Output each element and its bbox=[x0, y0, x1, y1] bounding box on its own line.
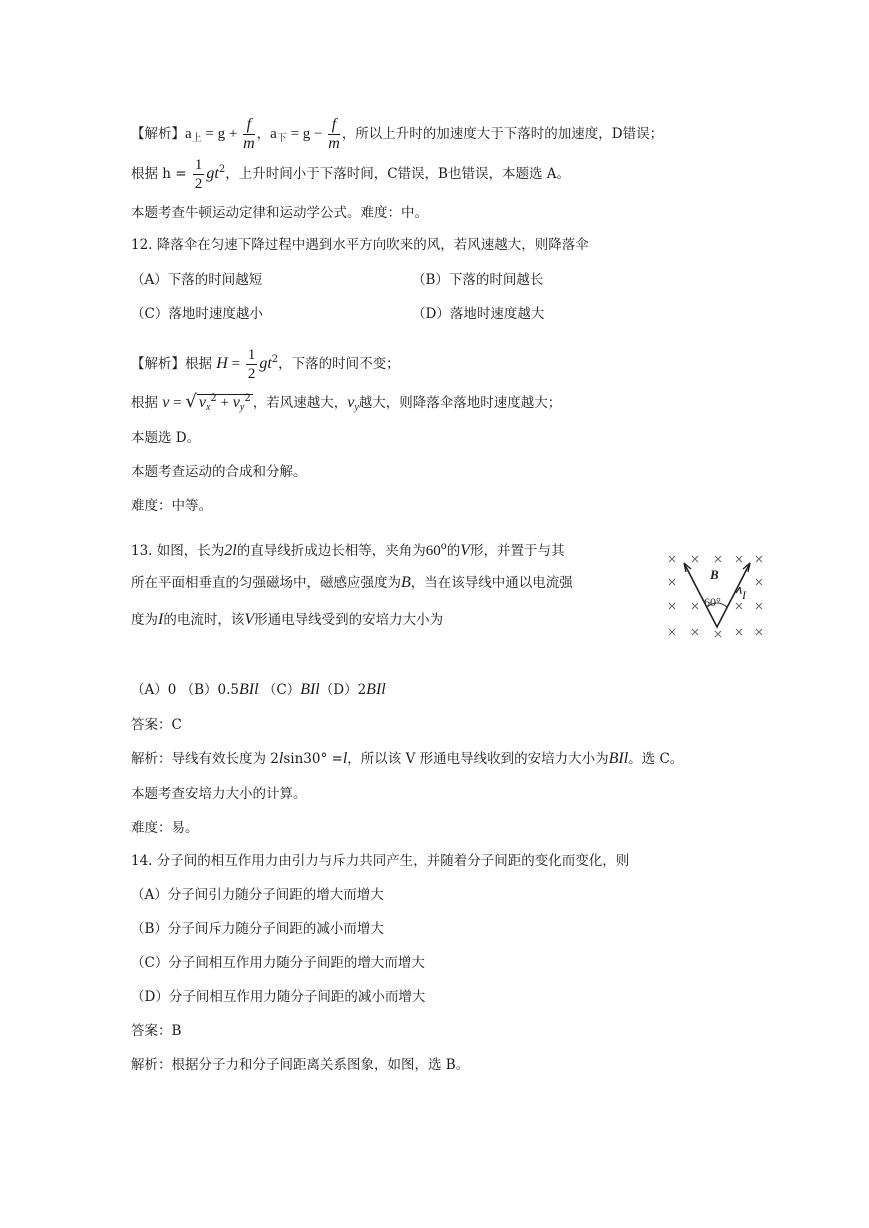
q14-stem: 14. 分子间的相互作用力由引力与斥力共同产生，并随着分子间距的变化而变化，则 bbox=[131, 853, 630, 869]
q13-stem-line1: 13. 如图，长为2l的直导线折成边长相等，夹角为60$^o$的V形，并置于与其 bbox=[131, 541, 565, 559]
sqrt-radicand: $v_x^2 + v_y^2$ bbox=[198, 393, 251, 413]
q12-level: 难度：中等。 bbox=[131, 498, 212, 514]
q12-option-b: （B）下落的时间越长 bbox=[412, 272, 544, 288]
q13-level: 难度：易。 bbox=[131, 820, 199, 836]
q12-option-c: （C）落地时速度越小 bbox=[131, 306, 263, 322]
q12-topic: 本题考查运动的合成和分解。 bbox=[131, 464, 307, 480]
q12-solution-line1: 【解析】根据 H = $\frac{1}{2}$ $gt^2$，下落的时间不变； bbox=[131, 347, 400, 382]
q13-topic: 本题考查安培力大小的计算。 bbox=[131, 786, 307, 802]
fraction-f-over-m: $\frac{f}{m}$ bbox=[243, 116, 255, 152]
q14-answer: 答案：B bbox=[131, 1023, 182, 1039]
field-label-b: B bbox=[710, 567, 719, 582]
q11-topic: 本题考查牛顿运动定律和运动学公式。难度：中。 bbox=[131, 205, 428, 221]
q14-option-c: （C）分子间相互作用力随分子间距的增大而增大 bbox=[131, 955, 425, 971]
q14-option-b: （B）分子间斥力随分子间距的减小而增大 bbox=[131, 921, 384, 937]
q13-stem-line3: 度为I的电流时，该V形通电导线受到的安培力大小为 bbox=[131, 611, 444, 628]
fraction-f-over-m-2: $\frac{f}{m}$ bbox=[328, 116, 340, 152]
q13-answer: 答案：C bbox=[131, 717, 182, 733]
field-diagram-svg bbox=[662, 551, 766, 645]
current-label-i: I bbox=[742, 588, 746, 602]
q13-solution: 解析：导线有效长度为 2lsin30° =l，所以该 V 形通电导线收到的安培力大小为BIl。选 C。 bbox=[131, 750, 684, 767]
q11-solution-line2: 根据 h = $\frac{1}{2}$ $gt^2$，上升时间小于下落时间，C错误，B也错误，本题选 A。 bbox=[131, 157, 571, 192]
fraction-one-half: $\frac{1}{2}$ bbox=[247, 347, 256, 382]
q11-solution-line1: 【解析】$a_上 = g$ + $\frac{f}{m}$ ，$a_下 = g$ − $\frac{f}{m}$ ，所以上升时的加速度大于下落时的加速度，D错误； bbox=[131, 116, 664, 152]
fraction-one-half: $\frac{1}{2}$ bbox=[194, 157, 203, 192]
sqrt-sign: √ bbox=[185, 391, 197, 412]
q12-option-d: （D）落地时速度越大 bbox=[412, 306, 545, 322]
q14-solution: 解析：根据分子力和分子间距离关系图象，如图，选 B。 bbox=[131, 1057, 470, 1073]
q13-options: （A）0 （B）0.5BIl （C）BIl（D）2BIl bbox=[131, 681, 386, 698]
angle-label: 60° bbox=[704, 595, 721, 609]
v-wire-magnetic-field-figure bbox=[662, 551, 766, 645]
q14-option-a: （A）分子间引力随分子间距的增大而增大 bbox=[131, 887, 384, 903]
q12-stem: 12. 降落伞在匀速下降过程中遇到水平方向吹来的风，若风速越大，则降落伞 bbox=[131, 237, 589, 253]
q13-stem-line2: 所在平面相垂直的匀强磁场中，磁感应强度为B，当在该导线中通以电流强 bbox=[131, 574, 573, 591]
q12-option-a: （A）下落的时间越短 bbox=[131, 272, 263, 288]
q12-solution-line2: 根据 v = √ $v_x^2 + v_y^2$ ，若风速越大，$v_y$越大，则降落伞落地时速度越大； bbox=[131, 391, 562, 413]
q12-pick: 本题选 D。 bbox=[131, 430, 201, 446]
q14-option-d: （D）分子间相互作用力随分子间距的减小而增大 bbox=[131, 989, 426, 1005]
